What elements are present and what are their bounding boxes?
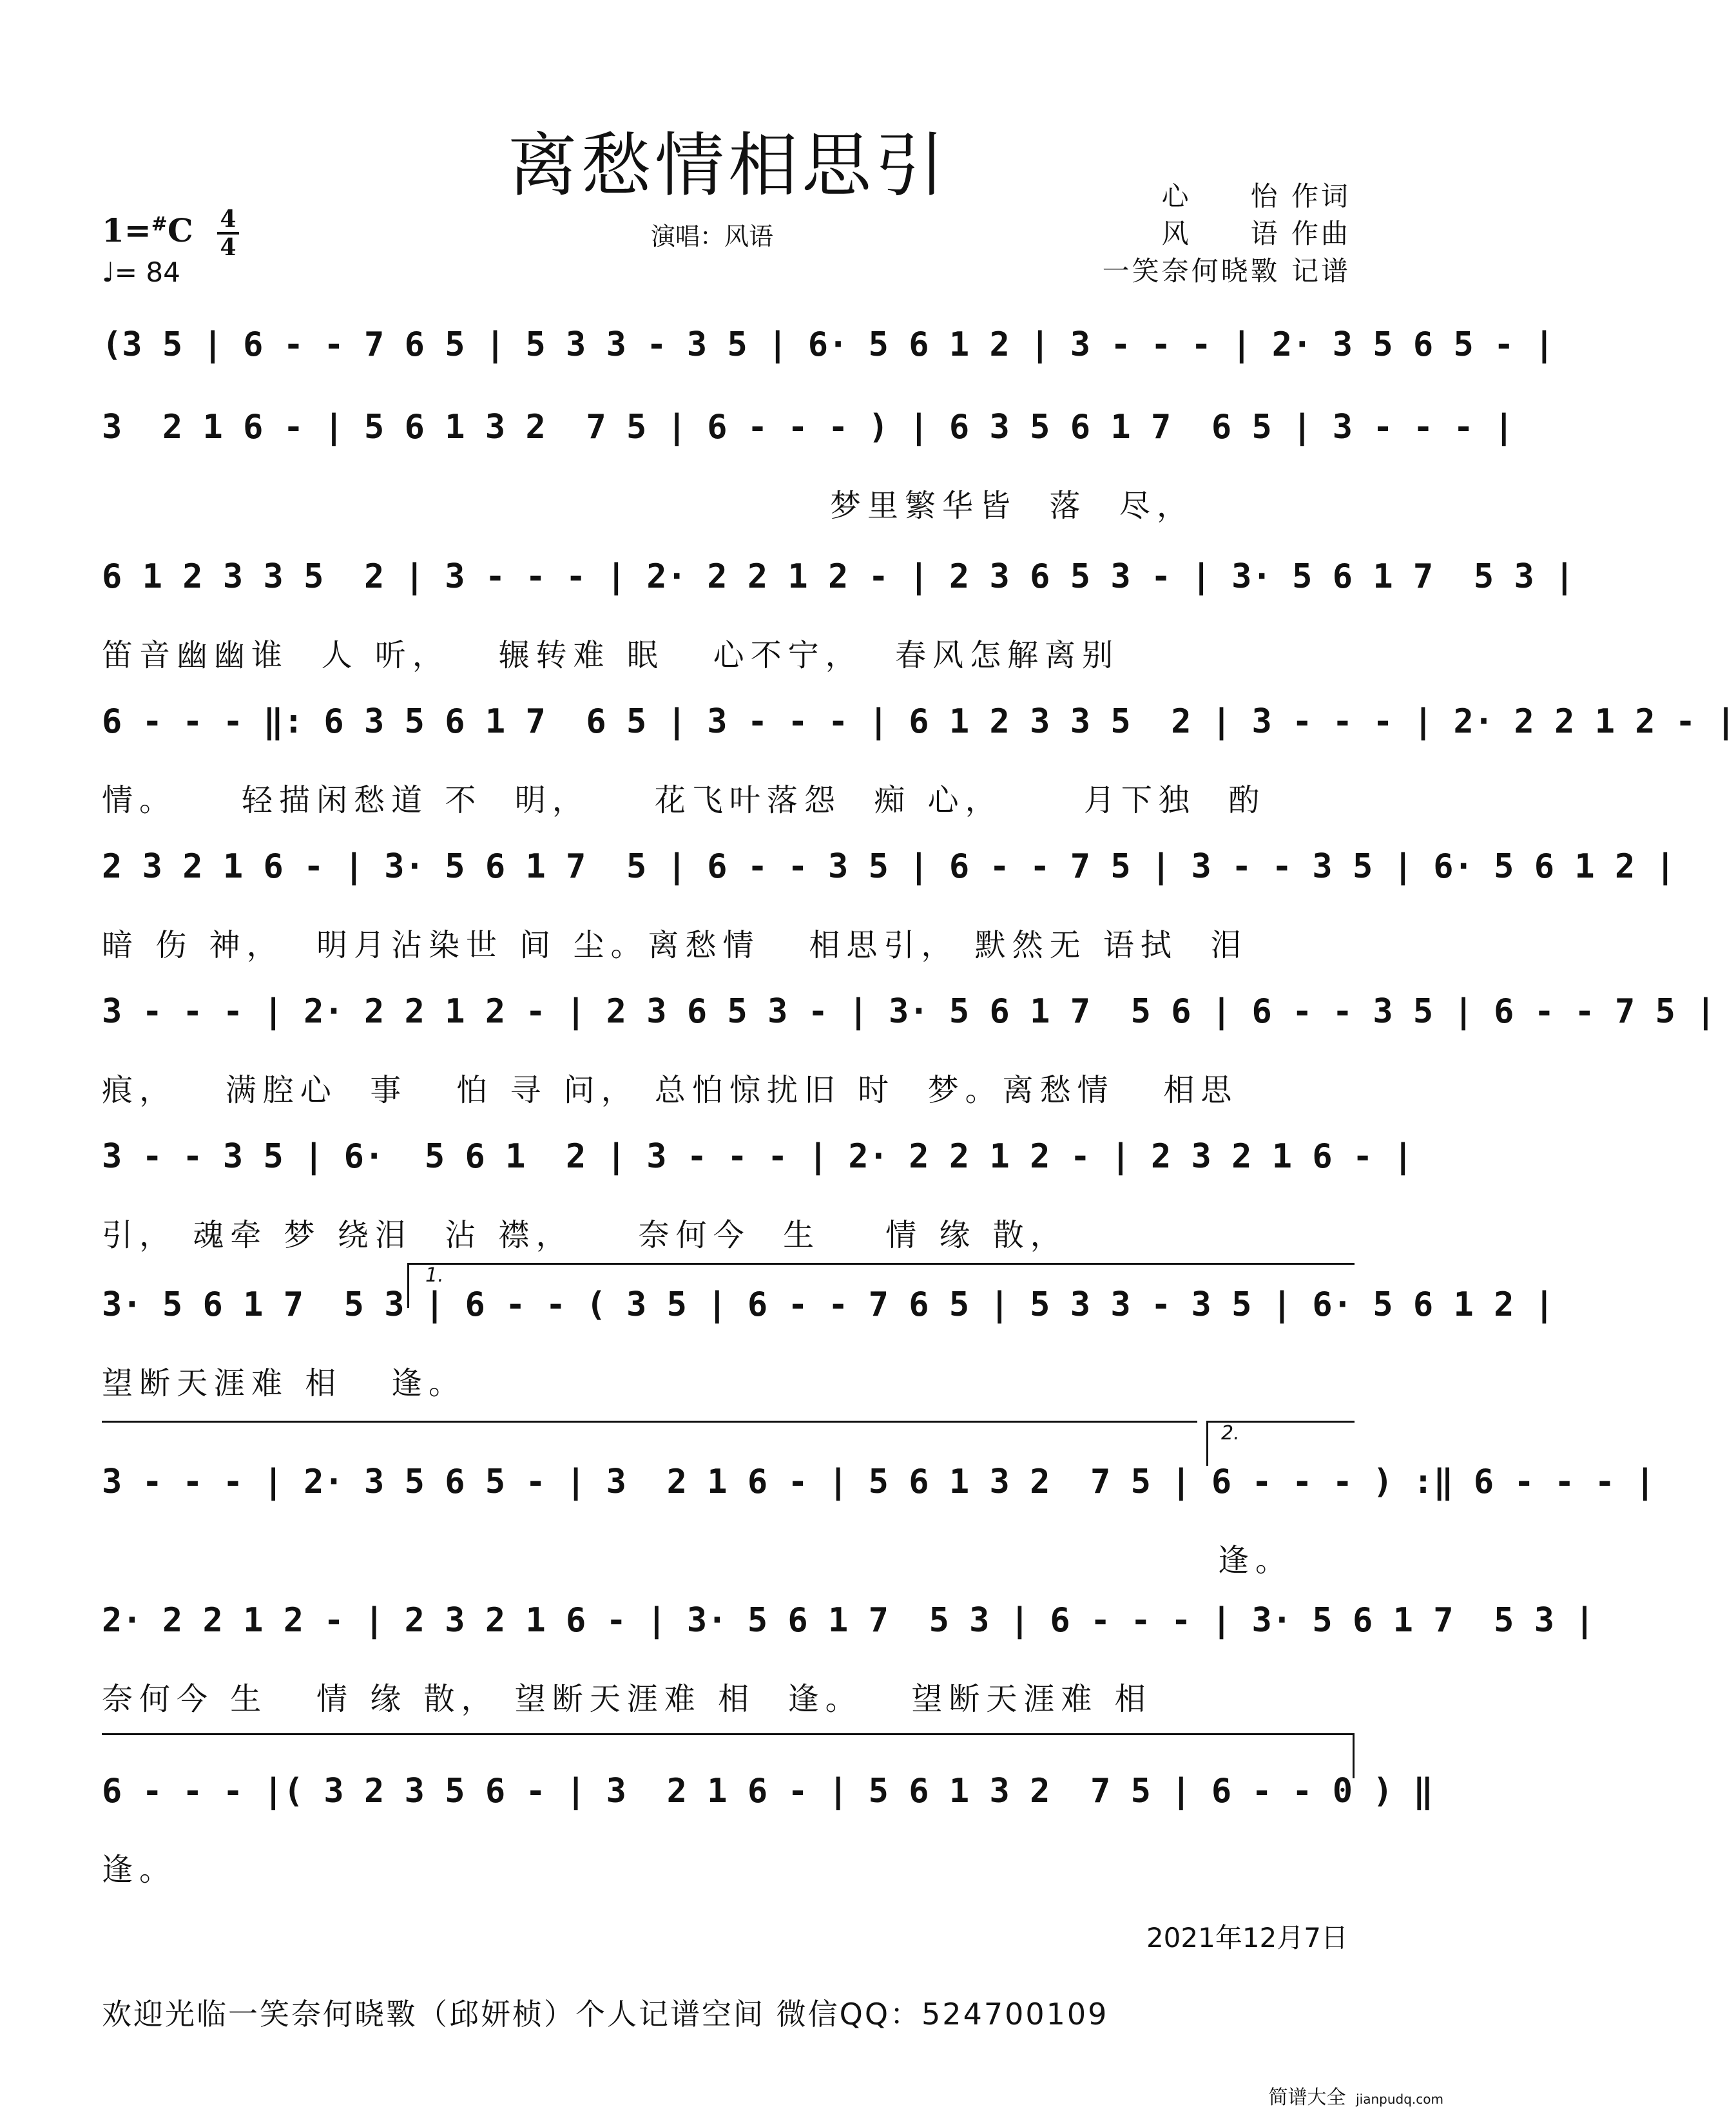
transcriber-credit: 一笑奈何晓斁 记谱 — [1102, 255, 1351, 287]
notation: 2 3 2 1 6 - | 3· 5 6 1 7 5 | 6 - - 3 5 | 6 - - 7 5 | 3 - - 3 5 | 6· 5 6 1 2 | — [102, 847, 1675, 886]
notation: 3 2 1 6 - | 5 6 1 3 2 7 5 | 6 - - - ) | 6 3 5 6 1 7 6 5 | 3 - - - | — [102, 408, 1514, 447]
lyrics: 笛音幽幽谁 人 听， 辗转难 眠 心不宁， 春风怎解离别 — [102, 637, 1120, 673]
notation: 2· 2 2 1 2 - | 2 3 2 1 6 - | 3· 5 6 1 7 5 3 | 6 - - - | 3· 5 6 1 7 5 3 | — [102, 1601, 1595, 1640]
score-row — [102, 699, 1736, 818]
date: 2021年12月7日 — [1146, 1922, 1348, 1954]
footer-note: 欢迎光临一笑奈何晓斁（邱妍桢）个人记谱空间 微信QQ：524700109 — [102, 1997, 1109, 2032]
meter-top: 4 — [220, 206, 236, 233]
lyricist-credit: 心 怡 作词 — [1161, 180, 1351, 212]
score-row — [102, 989, 1716, 1108]
lyrics: 暗 伤 神， 明月沾染世 间 尘。离愁情 相思引， 默然无 语拭 泪 — [102, 927, 1248, 963]
notation: 6 - - - |( 3 2 3 5 6 - | 3 2 1 6 - | 5 6 1 3 2 7 5 | 6 - - 0 ) ‖ — [102, 1772, 1434, 1811]
watermark-url: jianpudq.com — [1356, 2091, 1443, 2107]
score-row — [102, 405, 1514, 524]
lyrics: 逢。 — [1218, 1542, 1293, 1579]
key-note: C — [167, 211, 193, 249]
time-signature — [217, 207, 239, 259]
tempo-marking: ♩= 84 — [102, 256, 180, 288]
volta-2-label: 2. — [1221, 1422, 1240, 1445]
key-prefix: 1= — [102, 211, 151, 249]
volta-1-label: 1. — [425, 1264, 444, 1287]
lyrics: 情。 轻描闲愁道 不 明， 花飞叶落怨 痴 心， 月下独 酌 — [102, 782, 1266, 818]
volta-1-bracket — [407, 1263, 1355, 1265]
lyrics: 引， 魂牵 梦 绕泪 沾 襟， 奈何今 生 情 缘 散， — [102, 1217, 1068, 1253]
score-row — [102, 1134, 1413, 1253]
notation: 3· 5 6 1 7 5 3 | 6 - - ( 3 5 | 6 - - 7 6 5 | 5 3 3 - 3 5 | 6· 5 6 1 2 | — [102, 1285, 1555, 1324]
notation: (3 5 | 6 - - 7 6 5 | 5 3 3 - 3 5 | 6· 5 6 1 2 | 3 - - - | 2· 3 5 6 5 - | — [102, 325, 1555, 364]
score-row — [102, 1769, 1434, 1888]
meter-bottom: 4 — [220, 234, 236, 261]
score-row — [102, 1459, 1655, 1579]
notation: 6 - - - ‖: 6 3 5 6 1 7 6 5 | 3 - - - | 6 1 2 3 3 5 2 | 3 - - - | 2· 2 2 1 2 - | — [102, 702, 1736, 741]
lyrics: 逢。 — [102, 1852, 177, 1888]
lyrics: 望断天涯难 相 逢。 — [102, 1365, 467, 1401]
composer-credit: 风 语 作曲 — [1161, 218, 1351, 249]
lyrics: 梦里繁华皆 落 尽， — [830, 488, 1195, 524]
key-signature — [102, 207, 239, 259]
score-row — [102, 844, 1675, 963]
volta-1-continuation — [102, 1421, 1197, 1423]
watermark-logo — [1269, 2081, 1443, 2109]
watermark-name: 简谱大全 — [1268, 2086, 1346, 2109]
score-row — [102, 1282, 1555, 1401]
notation: 3 - - 3 5 | 6· 5 6 1 2 | 3 - - - | 2· 2 2 1 2 - | 2 3 2 1 6 - | — [102, 1137, 1413, 1176]
notation: 3 - - - | 2· 3 5 6 5 - | 3 2 1 6 - | 5 6 1 3 2 7 5 | 6 - - - ) :‖ 6 - - - | — [102, 1463, 1655, 1501]
key-sharp: # — [151, 213, 168, 236]
notation: 6 1 2 3 3 5 2 | 3 - - - | 2· 2 2 1 2 - | 2 3 6 5 3 - | 3· 5 6 1 7 5 3 | — [102, 557, 1575, 596]
lyrics: 奈何今 生 情 缘 散， 望断天涯难 相 逢。 望断天涯难 相 — [102, 1681, 1152, 1717]
page-title: 离愁情相思引 — [507, 126, 949, 206]
notation: 3 - - - | 2· 2 2 1 2 - | 2 3 6 5 3 - | 3· 5 6 1 7 5 6 | 6 - - 3 5 | 6 - - 7 5 | — [102, 992, 1716, 1031]
singer: 演唱：风语 — [651, 222, 774, 251]
score-row — [102, 1598, 1595, 1717]
lyrics: 痕， 满腔心 事 怕 寻 问， 总怕惊扰旧 时 梦。离愁情 相思 — [102, 1072, 1239, 1108]
score-row — [102, 554, 1575, 673]
coda-bracket — [102, 1733, 1355, 1735]
